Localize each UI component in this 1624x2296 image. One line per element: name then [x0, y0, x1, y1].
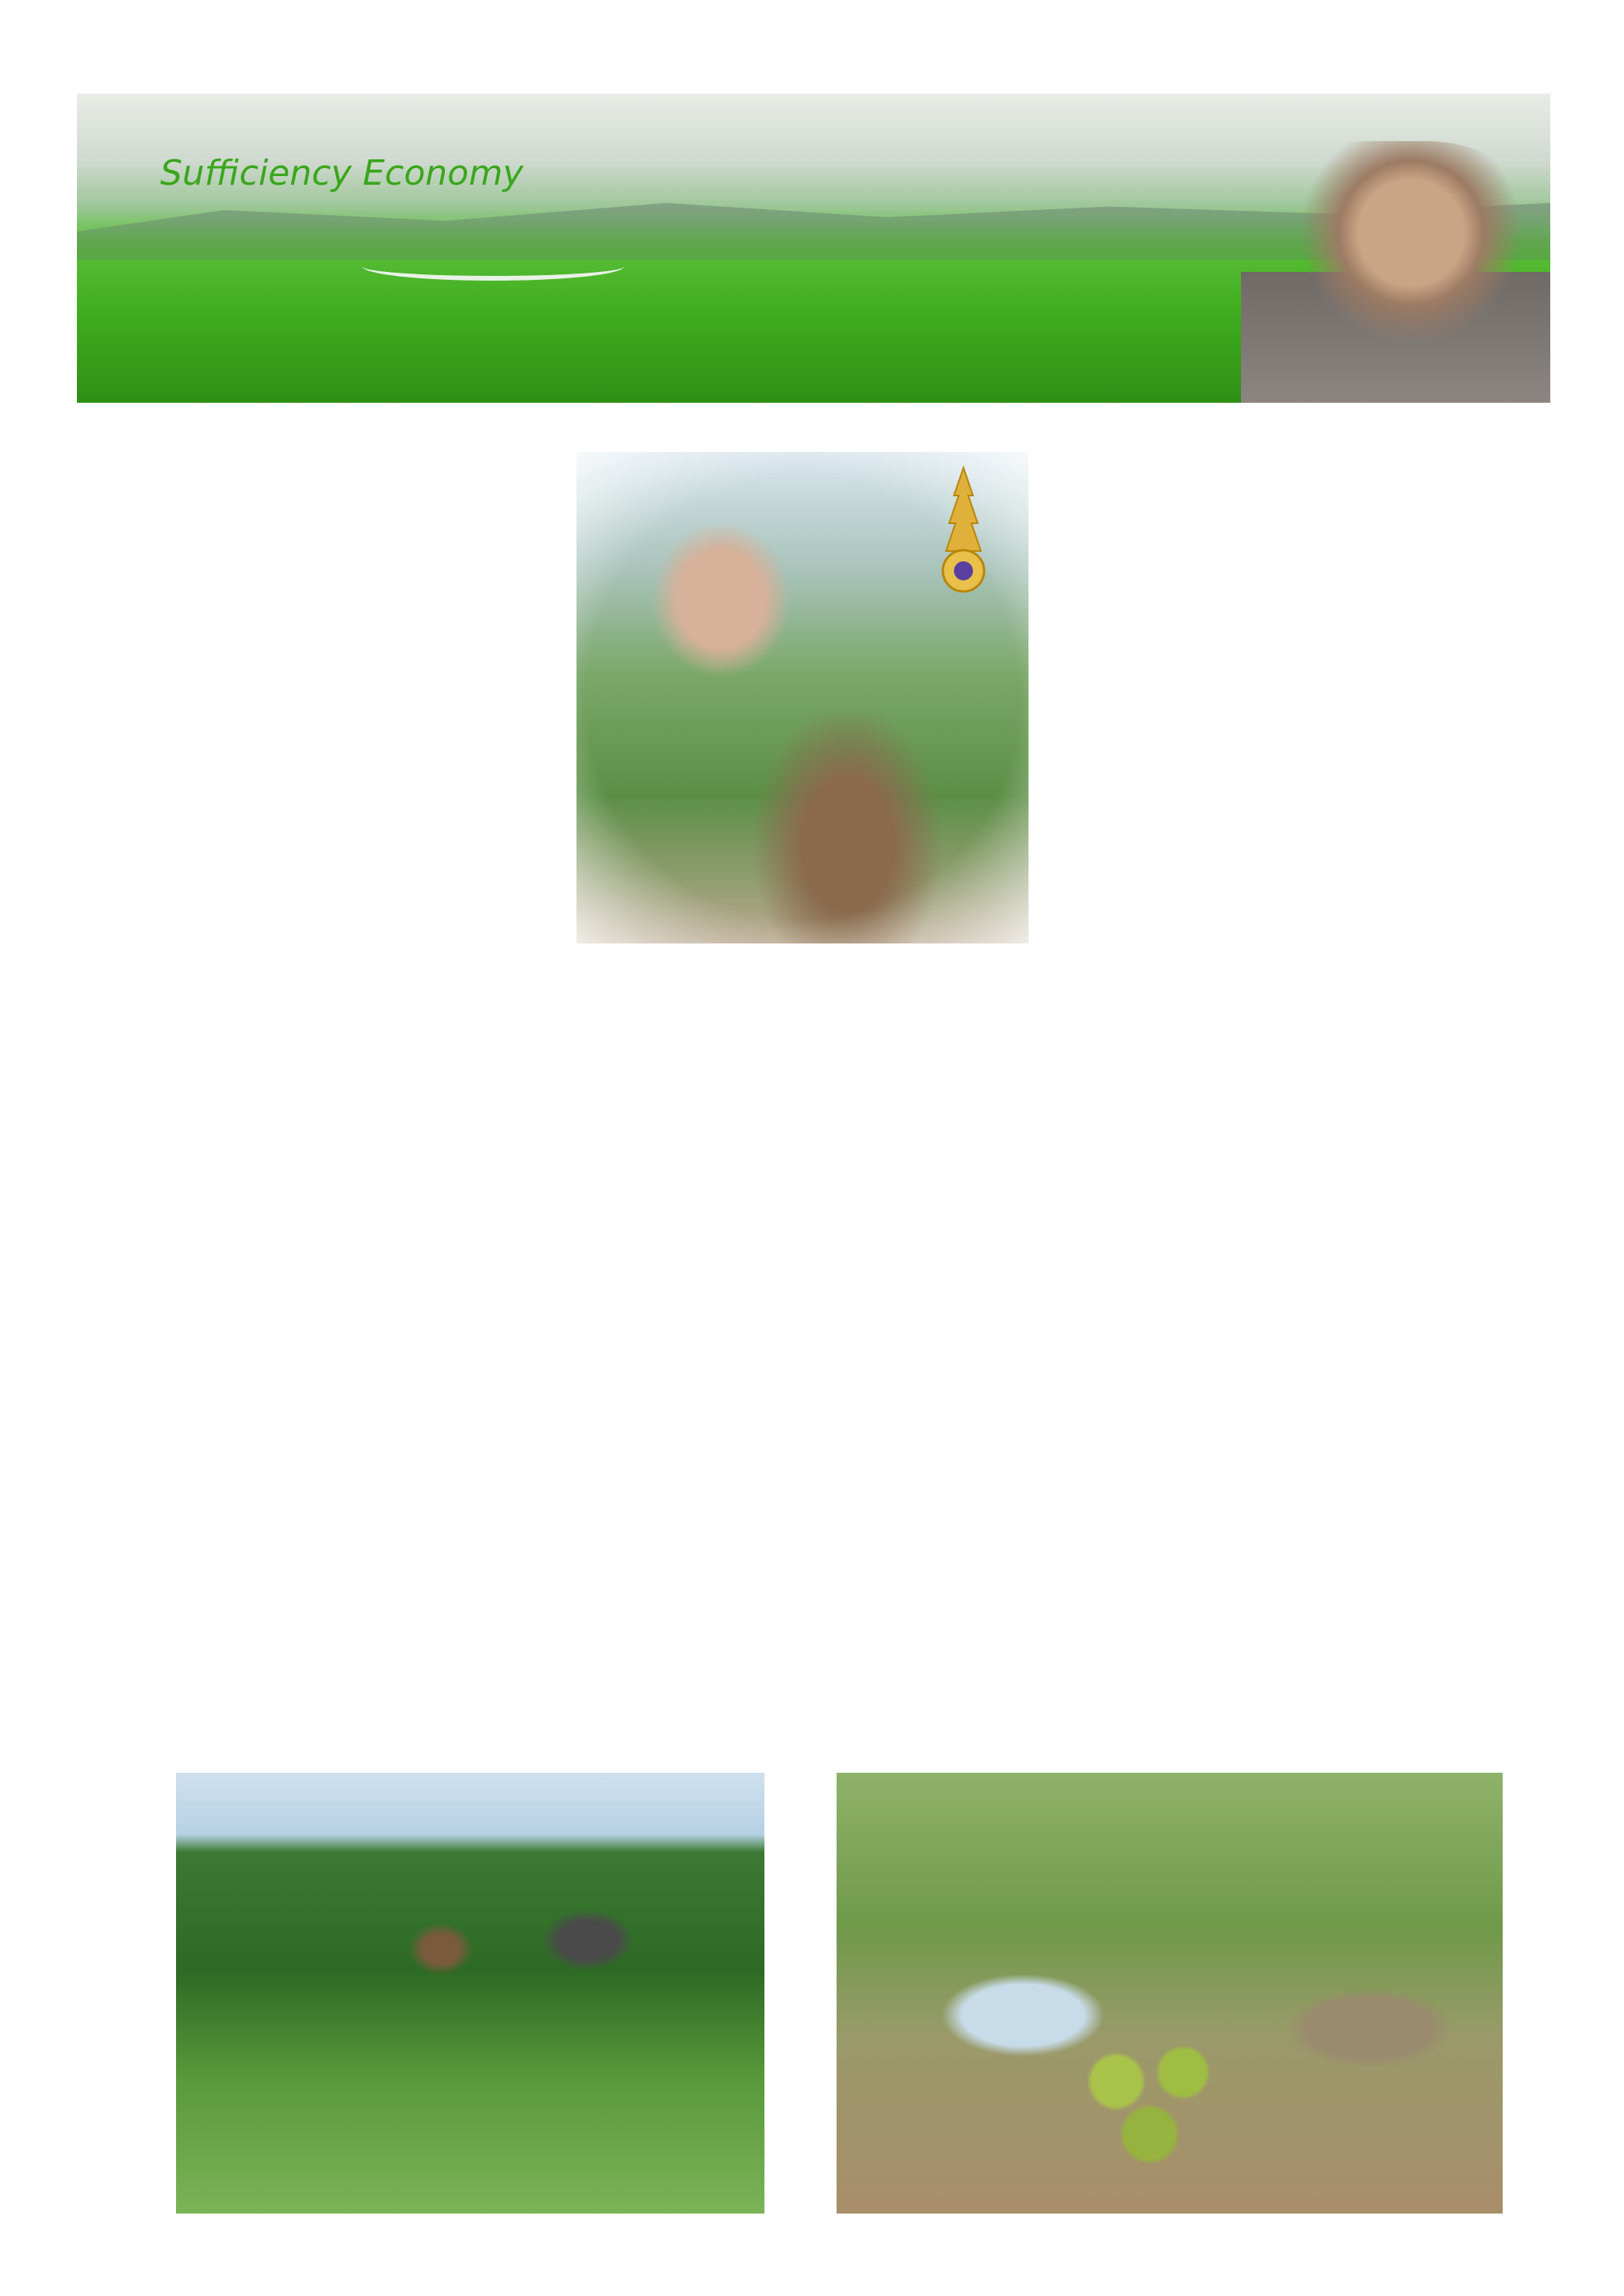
farmers-working-photo [176, 1773, 764, 2214]
article-body [73, 1047, 1548, 1744]
article-title [0, 969, 1624, 1024]
banner-river [362, 252, 624, 281]
banner-title-english: Sufficiency Economy [160, 153, 524, 193]
banner-portrait [1241, 141, 1550, 403]
jackfruit-tree-photo [837, 1773, 1503, 2214]
royal-emblem-icon [932, 464, 995, 599]
header-banner [77, 94, 1550, 403]
